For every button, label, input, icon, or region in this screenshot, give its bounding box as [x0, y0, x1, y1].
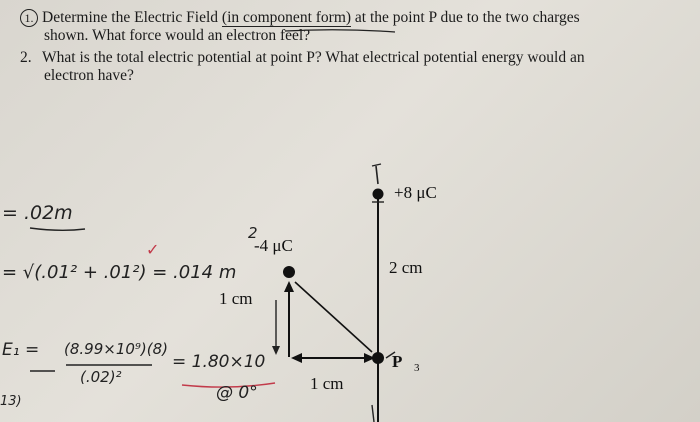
charge-negative-label: -4 μC [254, 236, 293, 255]
hand-margin-13: 13) [0, 394, 22, 409]
charge-positive-label: +8 μC [394, 183, 437, 202]
question-1-line2: shown. What force would an electron feel? [44, 27, 311, 44]
hand-angle: @ 0° [216, 383, 258, 403]
hand-check-mark: ✓ [146, 240, 160, 259]
hand-sqrt-calc: = √(.01² + .01²) = .014 m [2, 262, 237, 283]
question-2-text: What is the total electric potential at point P? What electrical potential energy would an [42, 49, 585, 66]
question-1-highlight: (in component form) [221, 9, 352, 26]
left-distance-label: 1 cm [219, 289, 253, 308]
hand-r-value: = .02m [2, 202, 73, 224]
point-p-dot [372, 352, 384, 364]
hand-mark-2: 2 [248, 224, 258, 242]
point-p-subscript: 3 [414, 362, 420, 374]
question-1-number: 1. [20, 9, 38, 27]
horizontal-distance-label: 1 cm [310, 374, 344, 393]
charge-positive-dot [373, 189, 384, 200]
hand-field-result: = 1.80×10 [172, 352, 266, 372]
hand-field-lhs: E₁ = [2, 340, 40, 360]
diagonal-line [295, 282, 372, 352]
question-2-line2: electron have? [44, 67, 134, 84]
hand-field-numerator: (8.99×10⁹)(8) [64, 340, 169, 358]
question-1-text-a: Determine the Electric Field [42, 9, 222, 26]
top-charge-tick [376, 166, 378, 184]
hand-field-denominator: (.02)² [80, 368, 122, 386]
underline-r [30, 228, 85, 230]
question-1-text-b: at the point P due to the two charges [351, 9, 580, 26]
question-2-number: 2. [20, 49, 32, 66]
charge-negative-dot [283, 266, 295, 278]
vertical-distance-label: 2 cm [389, 258, 423, 277]
point-p-label: P [392, 352, 403, 371]
